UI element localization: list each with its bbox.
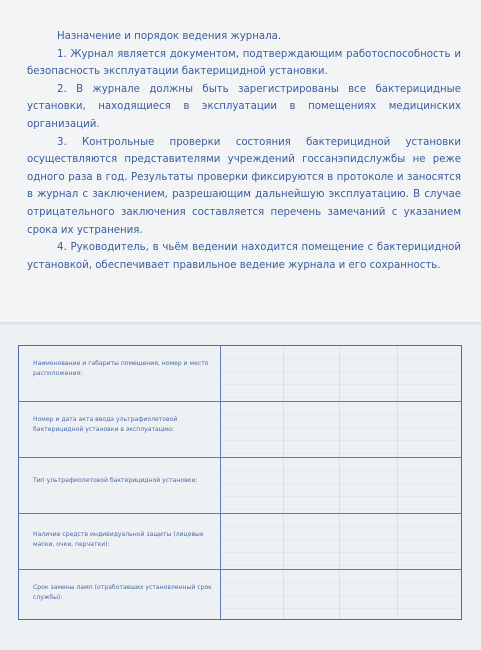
form-value-lamps[interactable] <box>221 570 461 619</box>
form-label-protection: Наличие средств индивидуальной защиты (лицевые маски, очки, перчатки): <box>19 514 221 569</box>
form-label-type: Тип ультрафиолетовой бактерицидной установки: <box>19 458 221 513</box>
instruction-paragraph-4: 4. Руководитель, в чьём ведении находится помещение с бактерицидной установкой, обеспечивает правильное ведение журнала и его сохранность. <box>27 242 461 271</box>
page-fold <box>0 322 481 326</box>
form-value-room[interactable] <box>221 346 461 401</box>
page-bottom-margin <box>0 620 481 650</box>
form-row-act <box>19 402 461 458</box>
form-value-act[interactable] <box>221 402 461 457</box>
form-value-protection[interactable] <box>221 514 461 569</box>
instruction-paragraph-1: 1. Журнал является документом, подтверждающим работоспособность и безопасность эксплуатации бактерицидной установки. <box>27 48 461 78</box>
instruction-paragraph-2: 2. В журнале должны быть зарегистрированы все бактерицидные установки, находящиеся в эксплуатации в помещениях медицинских организаций. <box>27 83 461 130</box>
form-row-lamps <box>19 570 461 619</box>
form-row-type <box>19 458 461 514</box>
form-row-room <box>19 346 461 402</box>
instructions-heading: Назначение и порядок ведения журнала. <box>57 31 282 42</box>
instruction-paragraph-3: 3. Контрольные проверки состояния бактерицидной установки осуществляются представителями учреждений госсанэпидслужбы не реже одного раза в год. Результаты проверки фиксируются в протоколе и заносятся в журнал с заключением, разрешающим дальнейшую эксплуатацию. В случае отрицательного заключения составляется перечень замечаний с указанием срока их устранения. <box>27 136 461 236</box>
instructions-text <box>27 28 461 274</box>
form-label-lamps: Срок замены ламп (отработавших установленный срок службы): <box>19 570 221 619</box>
form-row-protection <box>19 514 461 570</box>
form-value-type[interactable] <box>221 458 461 513</box>
installation-form-table <box>18 345 462 620</box>
form-label-room: Наименование и габариты помещения, номер и место расположения: <box>19 346 221 401</box>
form-label-act: Номер и дата акта ввода ультрафиолетовой бактерицидной установки в эксплуатацию: <box>19 402 221 457</box>
instructions-sheet <box>0 0 481 322</box>
